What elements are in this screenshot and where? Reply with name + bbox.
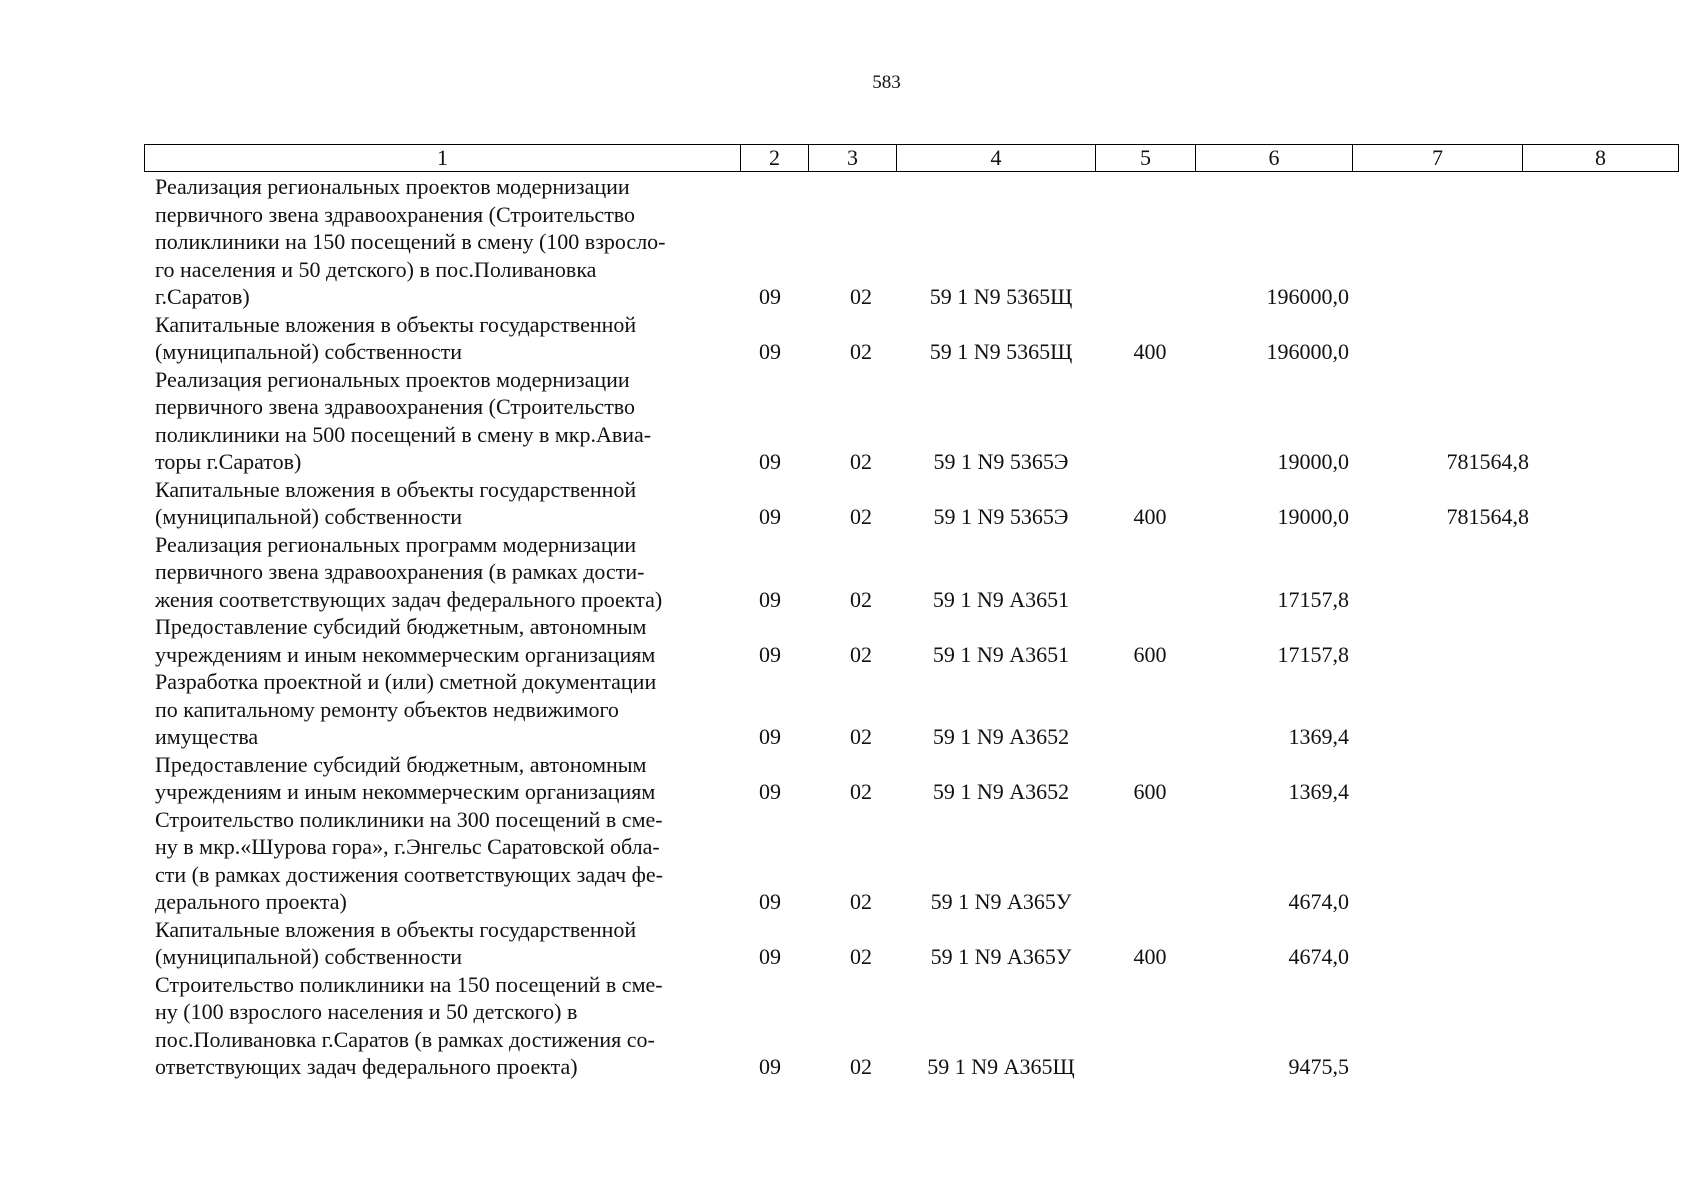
header-col-3: 3: [809, 145, 897, 172]
subsection-code: 02: [850, 889, 872, 914]
header-col-2: 2: [741, 145, 809, 172]
amount-col-6: 4674,0: [1288, 889, 1349, 914]
table-row: [144, 751, 1685, 806]
amount-col-7: [1359, 338, 1529, 366]
table-row: [144, 971, 1685, 1081]
subsection-code: 02: [850, 724, 872, 749]
table-body: [144, 173, 1685, 1081]
table-row: [144, 613, 1685, 668]
subsection-code: 02: [850, 449, 872, 474]
row-description: Разработка проектной и (или) сметной документации по капитальному ремонту объектов недвижимого имущества: [155, 669, 657, 749]
table-header: [144, 144, 1679, 172]
target-article-code: 59 1 N9 А3652: [932, 779, 1070, 804]
amount-col-7: [1359, 283, 1529, 311]
section-code: 09: [759, 889, 781, 914]
header-col-7: 7: [1353, 145, 1523, 172]
amount-col-6: 1369,4: [1288, 724, 1349, 749]
section-code: 09: [759, 504, 781, 529]
expense-type-code: [1099, 1053, 1201, 1081]
section-code: 09: [759, 779, 781, 804]
row-description: Строительство поликлиники на 150 посещений в сме- ну (100 взрослого населения и 50 детского) в пос.Поливановка г.Саратов (в рамках достижения со- ответствующих задач федерального проекта): [155, 971, 663, 1079]
target-article-code: 59 1 N9 5365Щ: [929, 284, 1073, 309]
table-row: [144, 668, 1685, 751]
subsection-code: 02: [850, 339, 872, 364]
expense-type-code: [1099, 448, 1201, 476]
amount-col-7: [1359, 586, 1529, 614]
row-description: Реализация региональных проектов модернизации первичного звена здравоохранения (Строительство поликлиники на 150 посещений в смену (100 взросло- го населения и 50 детского) в пос.Поливановка г.Саратов): [155, 174, 666, 309]
target-article-code: 59 1 N9 А3651: [932, 641, 1070, 667]
expense-type-code: 400: [1133, 339, 1167, 364]
header-col-1: 1: [145, 145, 741, 172]
section-code: 09: [759, 284, 781, 309]
expense-type-code: [1099, 888, 1201, 916]
subsection-code: 02: [850, 284, 872, 309]
amount-col-7: 781564,8: [1446, 504, 1529, 529]
table-row: [144, 806, 1685, 916]
expense-type-code: 400: [1133, 504, 1167, 529]
amount-col-7: [1359, 641, 1529, 669]
amount-col-6: 9475,5: [1288, 1054, 1349, 1079]
row-description: Строительство поликлиники на 300 посещений в сме- ну в мкр.«Шурова гора», г.Энгельс Саратовской обла- сти (в рамках достижения соответствующих задач фе- дерального проекта): [155, 806, 664, 914]
table-row: [144, 366, 1685, 476]
amount-col-7: [1359, 723, 1529, 751]
subsection-code: 02: [850, 1054, 872, 1079]
target-article-code: 59 1 N9 5365Э: [933, 449, 1069, 474]
row-description: Капитальные вложения в объекты государственной (муниципальной) собственности: [155, 916, 637, 969]
amount-col-7: [1359, 1053, 1529, 1081]
table-row: [144, 173, 1685, 311]
expense-type-code: [1099, 586, 1201, 614]
target-article-code: 59 1 N9 5365Э: [933, 504, 1069, 529]
header-col-4: 4: [897, 145, 1096, 172]
row-description: Предоставление субсидий бюджетным, автономным учреждениям и иным некоммерческим организациям: [155, 614, 656, 667]
amount-col-7: [1359, 778, 1529, 806]
amount-col-6: 4674,0: [1288, 944, 1349, 969]
page-number: 583: [872, 72, 901, 93]
amount-col-7: [1359, 943, 1529, 971]
expense-type-code: [1099, 283, 1201, 311]
header-col-8: 8: [1523, 145, 1679, 172]
section-code: 09: [759, 724, 781, 749]
amount-col-6: 19000,0: [1277, 449, 1349, 474]
amount-col-6: 1369,4: [1288, 779, 1349, 804]
amount-col-7: 781564,8: [1446, 449, 1529, 474]
table-row: [144, 916, 1685, 971]
section-code: 09: [759, 449, 781, 474]
row-description: Реализация региональных проектов модернизации первичного звена здравоохранения (Строительство поликлиники на 500 посещений в смену в мкр.Авиа- торы г.Саратов): [155, 366, 652, 474]
section-code: 09: [759, 641, 781, 667]
expense-type-code: 600: [1133, 779, 1167, 804]
amount-col-6: 196000,0: [1266, 284, 1349, 309]
table-row: [144, 476, 1685, 531]
row-description: Капитальные вложения в объекты государственной (муниципальной) собственности: [155, 311, 637, 364]
target-article-code: 59 1 N9 А3652: [932, 724, 1070, 749]
subsection-code: 02: [850, 779, 872, 804]
amount-col-6: 19000,0: [1277, 504, 1349, 529]
expense-type-code: [1099, 723, 1201, 751]
header-col-5: 5: [1096, 145, 1196, 172]
amount-col-6: 17157,8: [1277, 641, 1349, 667]
target-article-code: 59 1 N9 А3651: [932, 586, 1070, 612]
target-article-code: 59 1 N9 А365У: [930, 889, 1072, 914]
row-description: Предоставление субсидий бюджетным, автономным учреждениям и иным некоммерческим организациям: [155, 751, 656, 804]
subsection-code: 02: [850, 504, 872, 529]
target-article-code: 59 1 N9 5365Щ: [929, 339, 1073, 364]
amount-col-6: 196000,0: [1266, 339, 1349, 364]
table-row: [144, 311, 1685, 366]
section-code: 09: [759, 339, 781, 364]
target-article-code: 59 1 N9 А365Щ: [927, 1054, 1075, 1079]
subsection-code: 02: [850, 944, 872, 969]
row-description: Капитальные вложения в объекты государственной (муниципальной) собственности: [155, 476, 637, 529]
section-code: 09: [759, 586, 781, 612]
section-code: 09: [759, 944, 781, 969]
section-code: 09: [759, 1054, 781, 1079]
header-col-6: 6: [1196, 145, 1353, 172]
row-description: Реализация региональных программ модернизации первичного звена здравоохранения (в рамках дости- жения соответствующих задач федерального проекта): [155, 531, 663, 612]
subsection-code: 02: [850, 586, 872, 612]
target-article-code: 59 1 N9 А365У: [930, 944, 1072, 969]
subsection-code: 02: [850, 641, 872, 667]
expense-type-code: 600: [1133, 641, 1167, 667]
table-row: [144, 531, 1685, 614]
amount-col-7: [1359, 888, 1529, 916]
expense-type-code: 400: [1133, 944, 1167, 969]
amount-col-6: 17157,8: [1277, 586, 1349, 612]
